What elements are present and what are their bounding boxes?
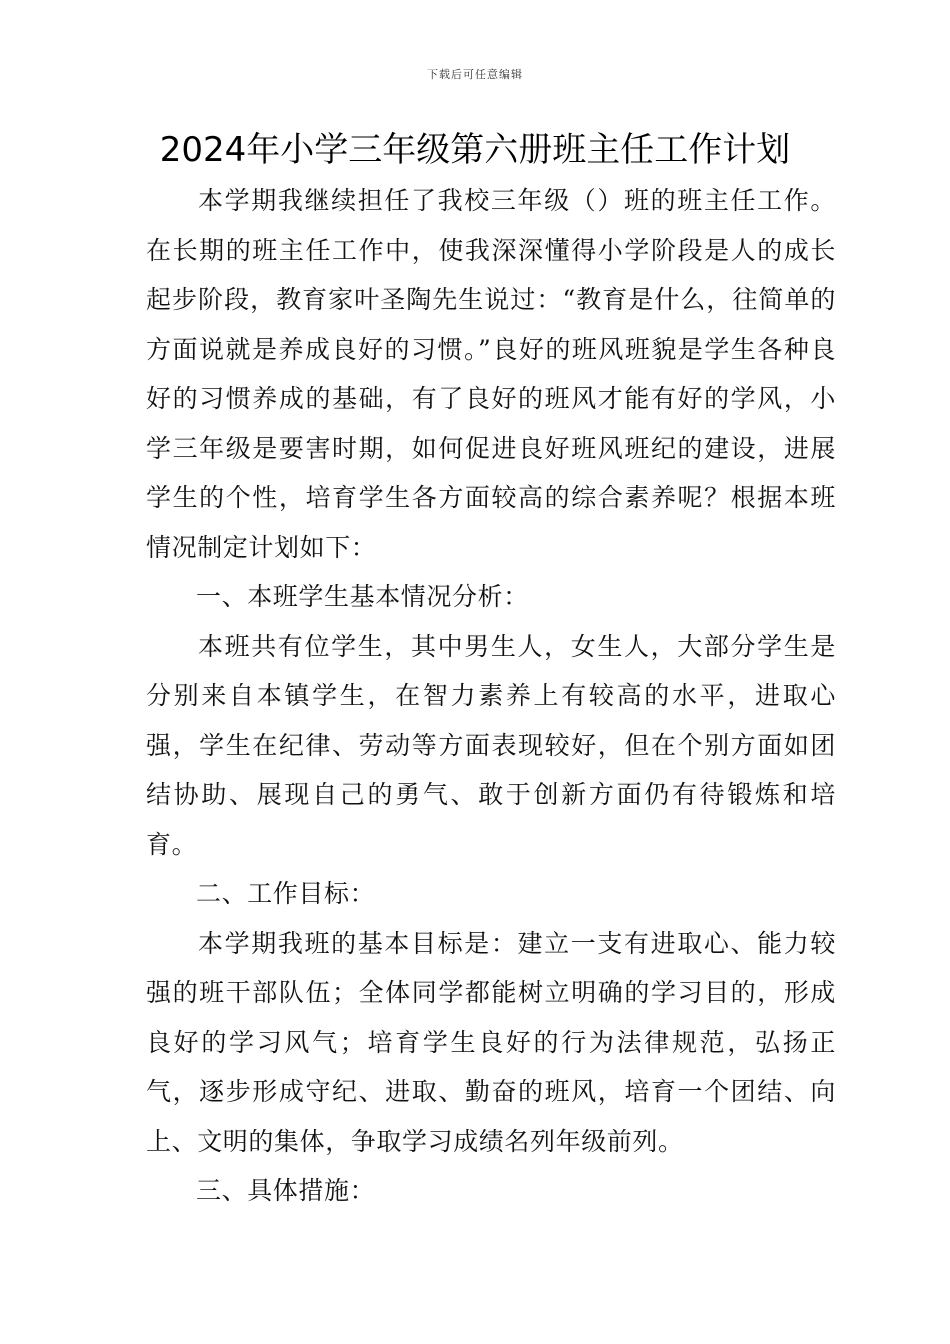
intro-paragraph: 本学期我继续担任了我校三年级（）班的班主任工作。在长期的班主任工作中，使我深深懂得小学阶段是人的成长起步阶段，教育家叶圣陶先生说过：“教育是什么，往简单的方面说就是养成良好的习惯。”良好的班风班貌是学生各种良好的习惯养成的基础，有了良好的班风才能有好的学风，小学三年级是要害时期，如何促进良好班风班纪的建设，进展学生的个性，培育学生各方面较高的综合素养呢？根据本班情况制定计划如下：: [146, 186, 836, 562]
document-title: 2024年小学三年级第六册班主任工作计划: [159, 130, 791, 170]
header-note: 下载后可任意编辑: [427, 68, 523, 81]
student-analysis-paragraph: 本班共有位学生，其中男生人，女生人，大部分学生是分别来自本镇学生，在智力素养上有较高的水平，进取心强，学生在纪律、劳动等方面表现较好，但在个别方面如团结协助、展现自己的勇气、敢于创新方面仍有待锻炼和培育。: [146, 631, 836, 859]
section-heading-2: 二、工作目标：: [196, 879, 376, 908]
section-heading-3: 三、具体措施：: [196, 1176, 376, 1205]
work-goals-paragraph: 本学期我班的基本目标是：建立一支有进取心、能力较强的班干部队伍；全体同学都能树立明确的学习目的，形成良好的学习风气；培育学生良好的行为法律规范，弘扬正气，逐步形成守纪、进取、勤奋的班风，培育一个团结、向上、文明的集体，争取学习成绩名列年级前列。: [146, 928, 836, 1156]
section-heading-1: 一、本班学生基本情况分析：: [196, 582, 529, 611]
document-body: [146, 176, 836, 1216]
